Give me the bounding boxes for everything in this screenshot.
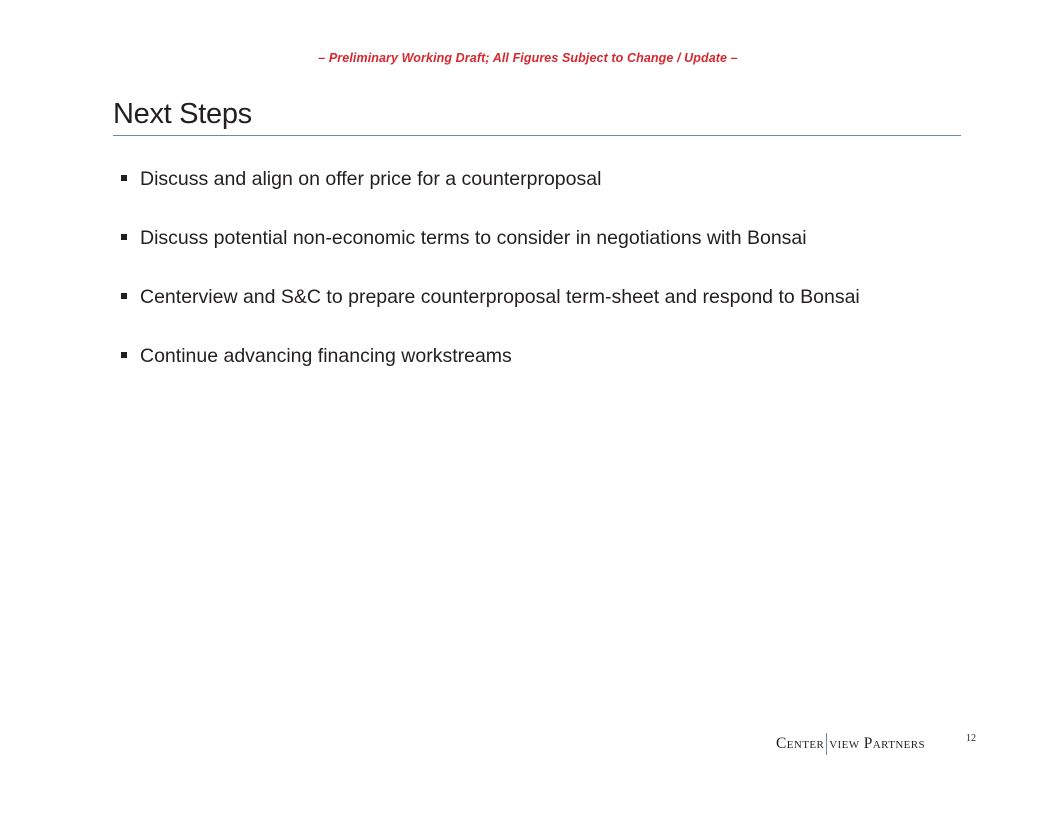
list-item-text: Centerview and S&C to prepare counterproposal term-sheet and respond to Bonsai xyxy=(140,286,860,308)
square-bullet-icon xyxy=(121,352,127,358)
list-item xyxy=(121,165,860,224)
square-bullet-icon xyxy=(121,293,127,299)
next-steps-list xyxy=(121,165,860,401)
logo-text-right: view Partners xyxy=(829,735,926,752)
list-item-text: Continue advancing financing workstreams xyxy=(140,345,512,367)
list-item xyxy=(121,224,860,283)
list-item xyxy=(121,342,860,401)
square-bullet-icon xyxy=(121,175,127,181)
title-divider xyxy=(113,135,961,136)
logo-text-left: Center xyxy=(776,735,825,752)
list-item-text: Discuss potential non-economic terms to consider in negotiations with Bonsai xyxy=(140,227,807,249)
company-logo xyxy=(776,731,925,753)
list-item xyxy=(121,283,860,342)
page-title: Next Steps xyxy=(113,98,252,130)
list-item-text: Discuss and align on offer price for a counterproposal xyxy=(140,168,602,190)
draft-notice: – Preliminary Working Draft; All Figures Subject to Change / Update – xyxy=(318,51,738,65)
page-number: 12 xyxy=(966,733,976,744)
square-bullet-icon xyxy=(121,234,127,240)
logo-divider xyxy=(826,733,827,755)
